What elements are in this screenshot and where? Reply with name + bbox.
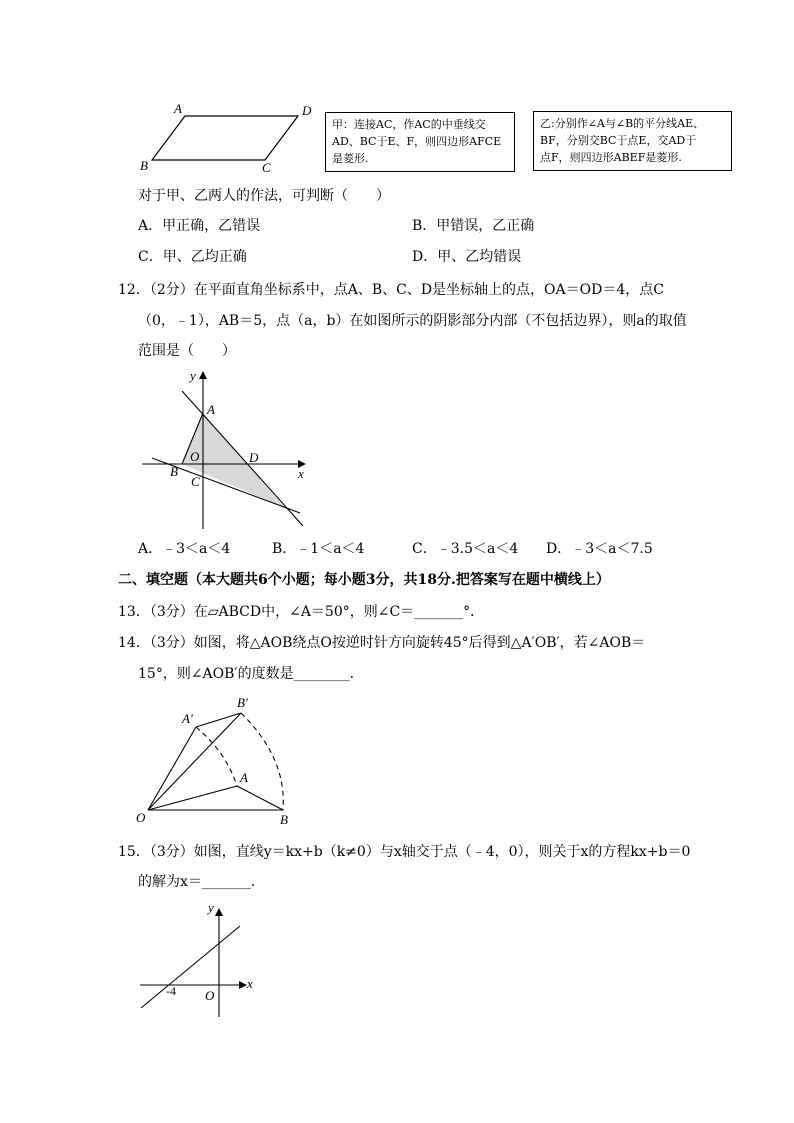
jia-line-2: AD、BC于E、F，则四边形AFCE [332, 135, 502, 148]
q12-option-b[interactable]: B．﹣1＜a＜4 [272, 541, 365, 557]
label-C: C [191, 474, 200, 489]
q11-option-d[interactable]: D．甲、乙均错误 [412, 249, 522, 265]
q12-line-2: （0，﹣1），AB＝5，点（a，b）在如图所示的阴影部分内部（不包括边界），则a的取值 [138, 313, 687, 329]
q13-text: 13．（3分）在▱ABCD中，∠A＝50°，则∠C＝_______°． [118, 604, 485, 620]
label-B-prime: B′ [237, 695, 248, 710]
label-B: B [170, 464, 178, 479]
label-O: O [205, 988, 215, 1003]
x-axis-arrow [239, 981, 247, 989]
section-fill-in-title: 二、填空题（本大题共6个小题；每小题3分，共18分.把答案写在题中横线上） [118, 572, 610, 588]
jia-line-1: 甲：连接AC，作AC的中垂线交 [332, 118, 486, 131]
label-A-prime: A′ [182, 711, 193, 726]
label-O: O [136, 810, 146, 825]
label-D: D [302, 103, 312, 118]
q12-line-1: 12．（2分）在平面直角坐标系中，点A、B、C、D是坐标轴上的点，OA＝OD＝4，点C [118, 282, 664, 298]
q11-judge-text: 对于甲、乙两人的作法，可判断（ ） [138, 188, 390, 204]
q11-option-b[interactable]: B．甲错误，乙正确 [412, 218, 535, 234]
jia-line-3: 是菱形. [332, 152, 369, 165]
axis-label-y: y [190, 368, 196, 383]
axis-label-x: x [247, 976, 253, 991]
axis-label-x: x [298, 466, 304, 481]
axis-label-y: y [208, 900, 214, 915]
line-y-kx-b [141, 926, 240, 1008]
q14-line-1: 14．（3分）如图，将△AOB绕点O按逆时针方向旋转45°后得到△A′OB′，若∠AOB＝ [118, 635, 646, 651]
q12-line-3: 范围是（ ） [138, 343, 236, 359]
q11-option-c[interactable]: C．甲、乙均正确 [138, 249, 247, 265]
yi-line-2: BF，分别交BC于点E，交AD于 [540, 134, 697, 147]
label-A: A [207, 402, 215, 417]
label-minus-4: -4 [166, 984, 176, 998]
yi-line-3: 点F，则四边形ABEF是菱形. [540, 151, 682, 164]
q12-option-d[interactable]: D．﹣3＜a＜7.5 [546, 541, 653, 557]
q15-line-2: 的解为x＝_______． [138, 874, 265, 890]
q12-option-c[interactable]: C．﹣3.5＜a＜4 [412, 541, 519, 557]
yi-line-1: 乙:分别作∠A与∠B的平分线AE、 [540, 117, 705, 130]
label-B: B [140, 158, 148, 173]
label-B: B [280, 812, 288, 827]
y-axis-arrow [215, 908, 223, 916]
label-A: A [240, 770, 248, 785]
label-A: A [174, 101, 182, 116]
q12-option-a[interactable]: A．﹣3＜a＜4 [138, 541, 231, 557]
q11-option-a[interactable]: A．甲正确，乙错误 [138, 218, 261, 234]
label-O: O [190, 449, 200, 464]
label-D: D [249, 450, 259, 465]
q14-line-2: 15°，则∠AOB′的度数是________． [138, 666, 364, 682]
q15-line-1: 15．（3分）如图，直线y＝kx+b（k≠0）与x轴交于点（﹣4，0），则关于x的方程kx+b＝0 [118, 844, 691, 860]
label-C: C [262, 160, 271, 175]
